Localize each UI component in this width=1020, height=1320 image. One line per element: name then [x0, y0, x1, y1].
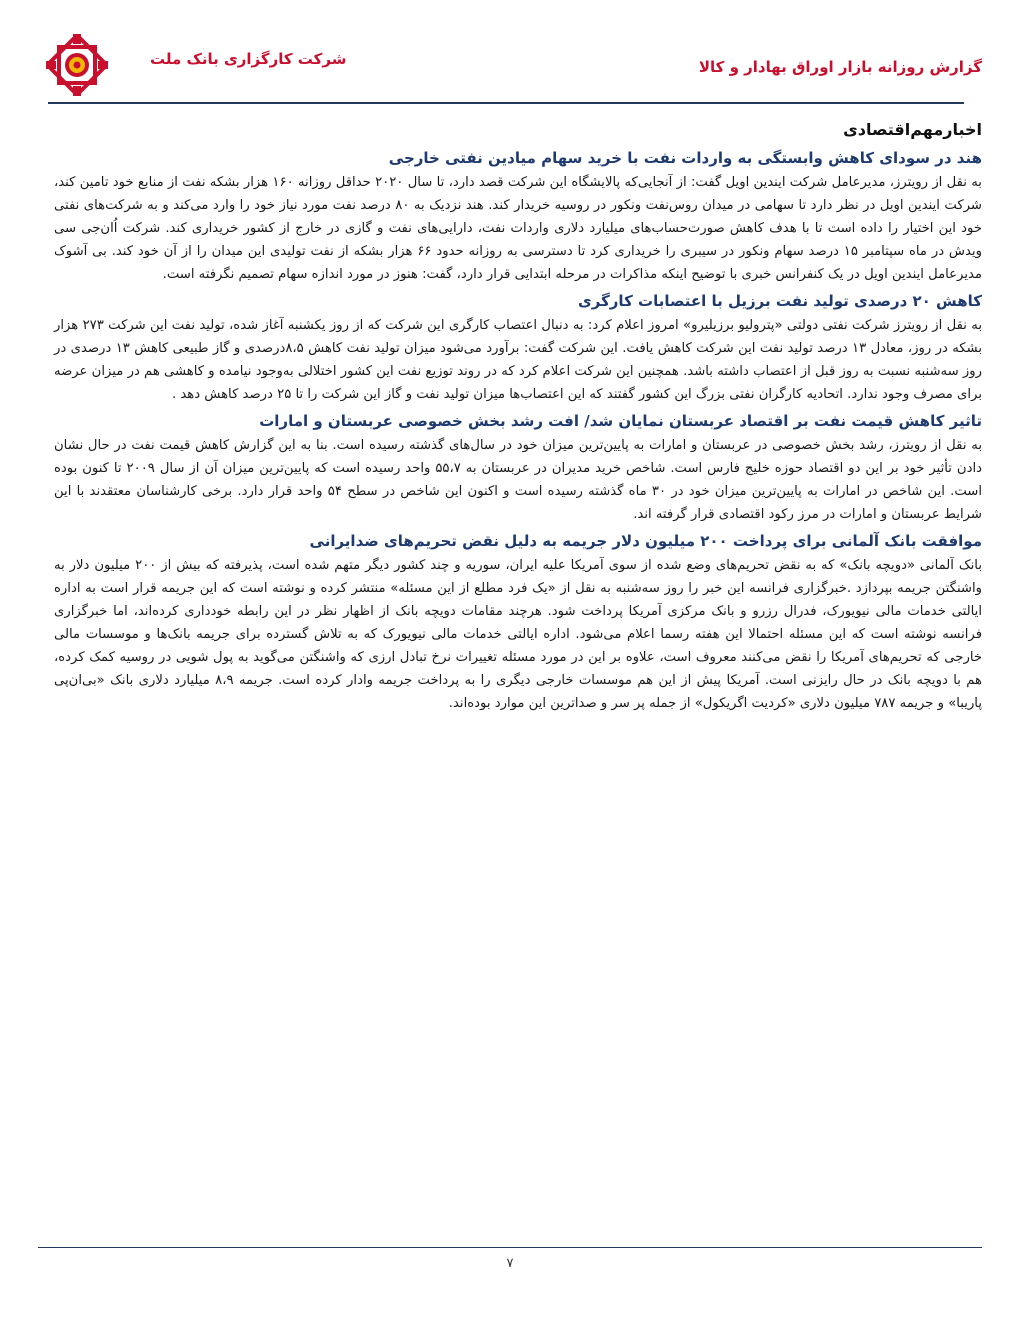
news-body: به نقل از رویترز شرکت نفتی دولتی «پترولیو برزیلیرو» امروز اعلام کرد: به دنبال اعتصاب کارگری این شرکت که از روز یکشنبه آغاز شده، تولید نفت این شرکت ۲۷۳ هزار بشکه در روز، معادل ۱۳ درصد تولید نفت این شرکت کاهش یافت. این شرکت گفت: برآورد می‌شود میزان تولید نفت کاهش ۸،۵درصدی و گاز طبیعی کاهش ۱۳ درصدی در روز سه‌شنبه نسبت به روز قبل از اعتصاب داشته باشد. همچنین این شرکت اعلام کرد که در روند توزیع نفت این کشور اختلالی به‌وجود نیامده و کاهشی هم در میزان عرضه برای مصرف وجود ندارد. اتحادیه کارگران نفتی بزرگ این کشور گفتند که این اعتصاب‌ها میزان تولید نفت و گاز این شرکت را تا ۲۵ درصد کاهش دهد .: [54, 318, 982, 402]
news-title: کاهش ۲۰ درصدی تولید نفت برزیل با اعتصابات کارگری: [578, 292, 982, 310]
footer-divider: [38, 1247, 982, 1248]
news-article: [54, 412, 982, 526]
news-article: [54, 532, 982, 715]
page-content: [54, 120, 982, 721]
news-title: هند در سودای کاهش وابستگی به واردات نفت با خرید سهام میادین نفتی خارجی: [388, 149, 982, 167]
news-title: موافقت بانک آلمانی برای پرداخت ۲۰۰ میلیون دلار جریمه به دلیل نقض تحریم‌های ضدایرانی: [309, 532, 982, 550]
news-body: بانک آلمانی «دویچه بانک» که به نقض تحریم‌های وضع شده از سوی آمریکا علیه ایران، سوریه و چند کشور دیگر متهم شده است، پذیرفته که بیش از ۲۰۰ میلیون دلار به واشنگتن جریمه بپردازد .خبرگزاری فرانسه این خبر را روز سه‌شنبه به نقل از «یک فرد مطلع از این مسئله» منتشر کرده و نوشته است که این جریمه قرار است به اداره ایالتی خدمات مالی نیویورک، فدرال رزرو و بانک مرکزی آمریکا پرداخت شود. هرچند مقامات دویچه بانک از اظهار نظر در این رابطه خودداری کرده‌اند، اما خبرگزاری فرانسه نوشته است که این مسئله احتمالا این هفته رسما اعلام می‌شود. اداره ایالتی خدمات مالی نیویورک که به تلاش گسترده برای جریمه بانک‌ها و موسسات مالی خارجی که تحریم‌های آمریکا را نقض می‌کنند معروف است، علاوه بر این در مورد مسئله تغییرات نرخ تبادل ارزی که واشنگتن می‌گوید به پول شویی در روسیه کمک کرده، هم با دویچه بانک در حال رایزنی است. آمریکا پیش از این هم موسسات خارجی دیگری را به پرداخت جریمه وادار کرده است. جریمه ۸،۹ میلیارد دلاری بانک «بی‌ان‌پی پاریبا» و جریمه ۷۸۷ میلیون دلاری «کردیت اگریکول» از جمله پر سر و صداترین این موارد بوده‌اند.: [54, 558, 983, 711]
news-body: به نقل از رویترز، مدیرعامل شرکت ایندین اویل گفت: از آنجایی‌که پالایشگاه این شرکت قصد دارد، تا سال ۲۰۲۰ حداقل روزانه ۱۶۰ هزار بشکه نفت از منابع خود تامین کند، شرکت ایندین اویل در نظر دارد تا سهامی در میدان روس‌نفت ونکور در روسیه خریدار کند. هند نزدیک به ۸۰ درصد نفت مورد نیاز خود را وارد می‌کند و به شرکت‌های نفتی خود این اختیار را داده است تا با هدف کاهش صورت‌حساب‌های میلیارد دلاری واردات نفت، دارایی‌های نفت و گازی در خارج از کشور خریداری کند. شرکت اُان‌جی سی ویدش در ماه سپتامبر ۱۵ درصد سهام ونکور در سیبری را خریداری کرد تا دسترسی به روزانه حدود ۶۶ هزار بشکه از نفت تولیدی این میدان را از آن خود کند. بی آشوک مدیرعامل ایندین اویل در یک کنفرانس خبری با توضیح اینکه مذاکرات در مرحله ابتدایی قرار دارد، گفت: هنوز در مورد اندازه سهام تصمیم نگرفته است.: [54, 175, 982, 282]
report-title: گزارش روزانه بازار اوراق بهادار و کالا: [698, 58, 982, 76]
page-number: ۷: [506, 1256, 514, 1271]
header-divider: [48, 102, 964, 104]
news-article: [54, 149, 982, 286]
section-label: اخبارمهم‌اقتصادی: [843, 120, 982, 139]
news-body: به نقل از رویترز، رشد بخش خصوصی در عربستان و امارات به پایین‌ترین میزان خود در سال‌های گذشته رسیده است. بنا به این گزارش کاهش قیمت نفت در حال نشان دادن تأثیر خود بر این دو اقتصاد حوزه خلیج فارس است. شاخص خرید مدیران در عربستان به ۵۵،۷ واحد رسیده است که پایین‌ترین میزان آن از سال ۲۰۰۹ تا کنون بوده است. این شاخص در امارات به پایین‌ترین میزان خود در ۳۰ ماه گذشته رسیده است و اکنون این شاخص در سطح ۵۴ واحد قرار دارد. برخی کارشناسان معتقدند با این شرایط عربستان و امارات در مرز رکود اقتصادی قرار گرفته اند.: [54, 438, 982, 522]
bank-mellat-logo-icon: [46, 34, 108, 96]
page-header: [38, 28, 982, 102]
news-title: تاثیر کاهش قیمت نفت بر اقتصاد عربستان نمایان شد/ افت رشد بخش خصوصی عربستان و امارات: [259, 412, 982, 430]
news-article: [54, 292, 982, 406]
company-name: شرکت کارگزاری بانک ملت: [150, 50, 347, 68]
